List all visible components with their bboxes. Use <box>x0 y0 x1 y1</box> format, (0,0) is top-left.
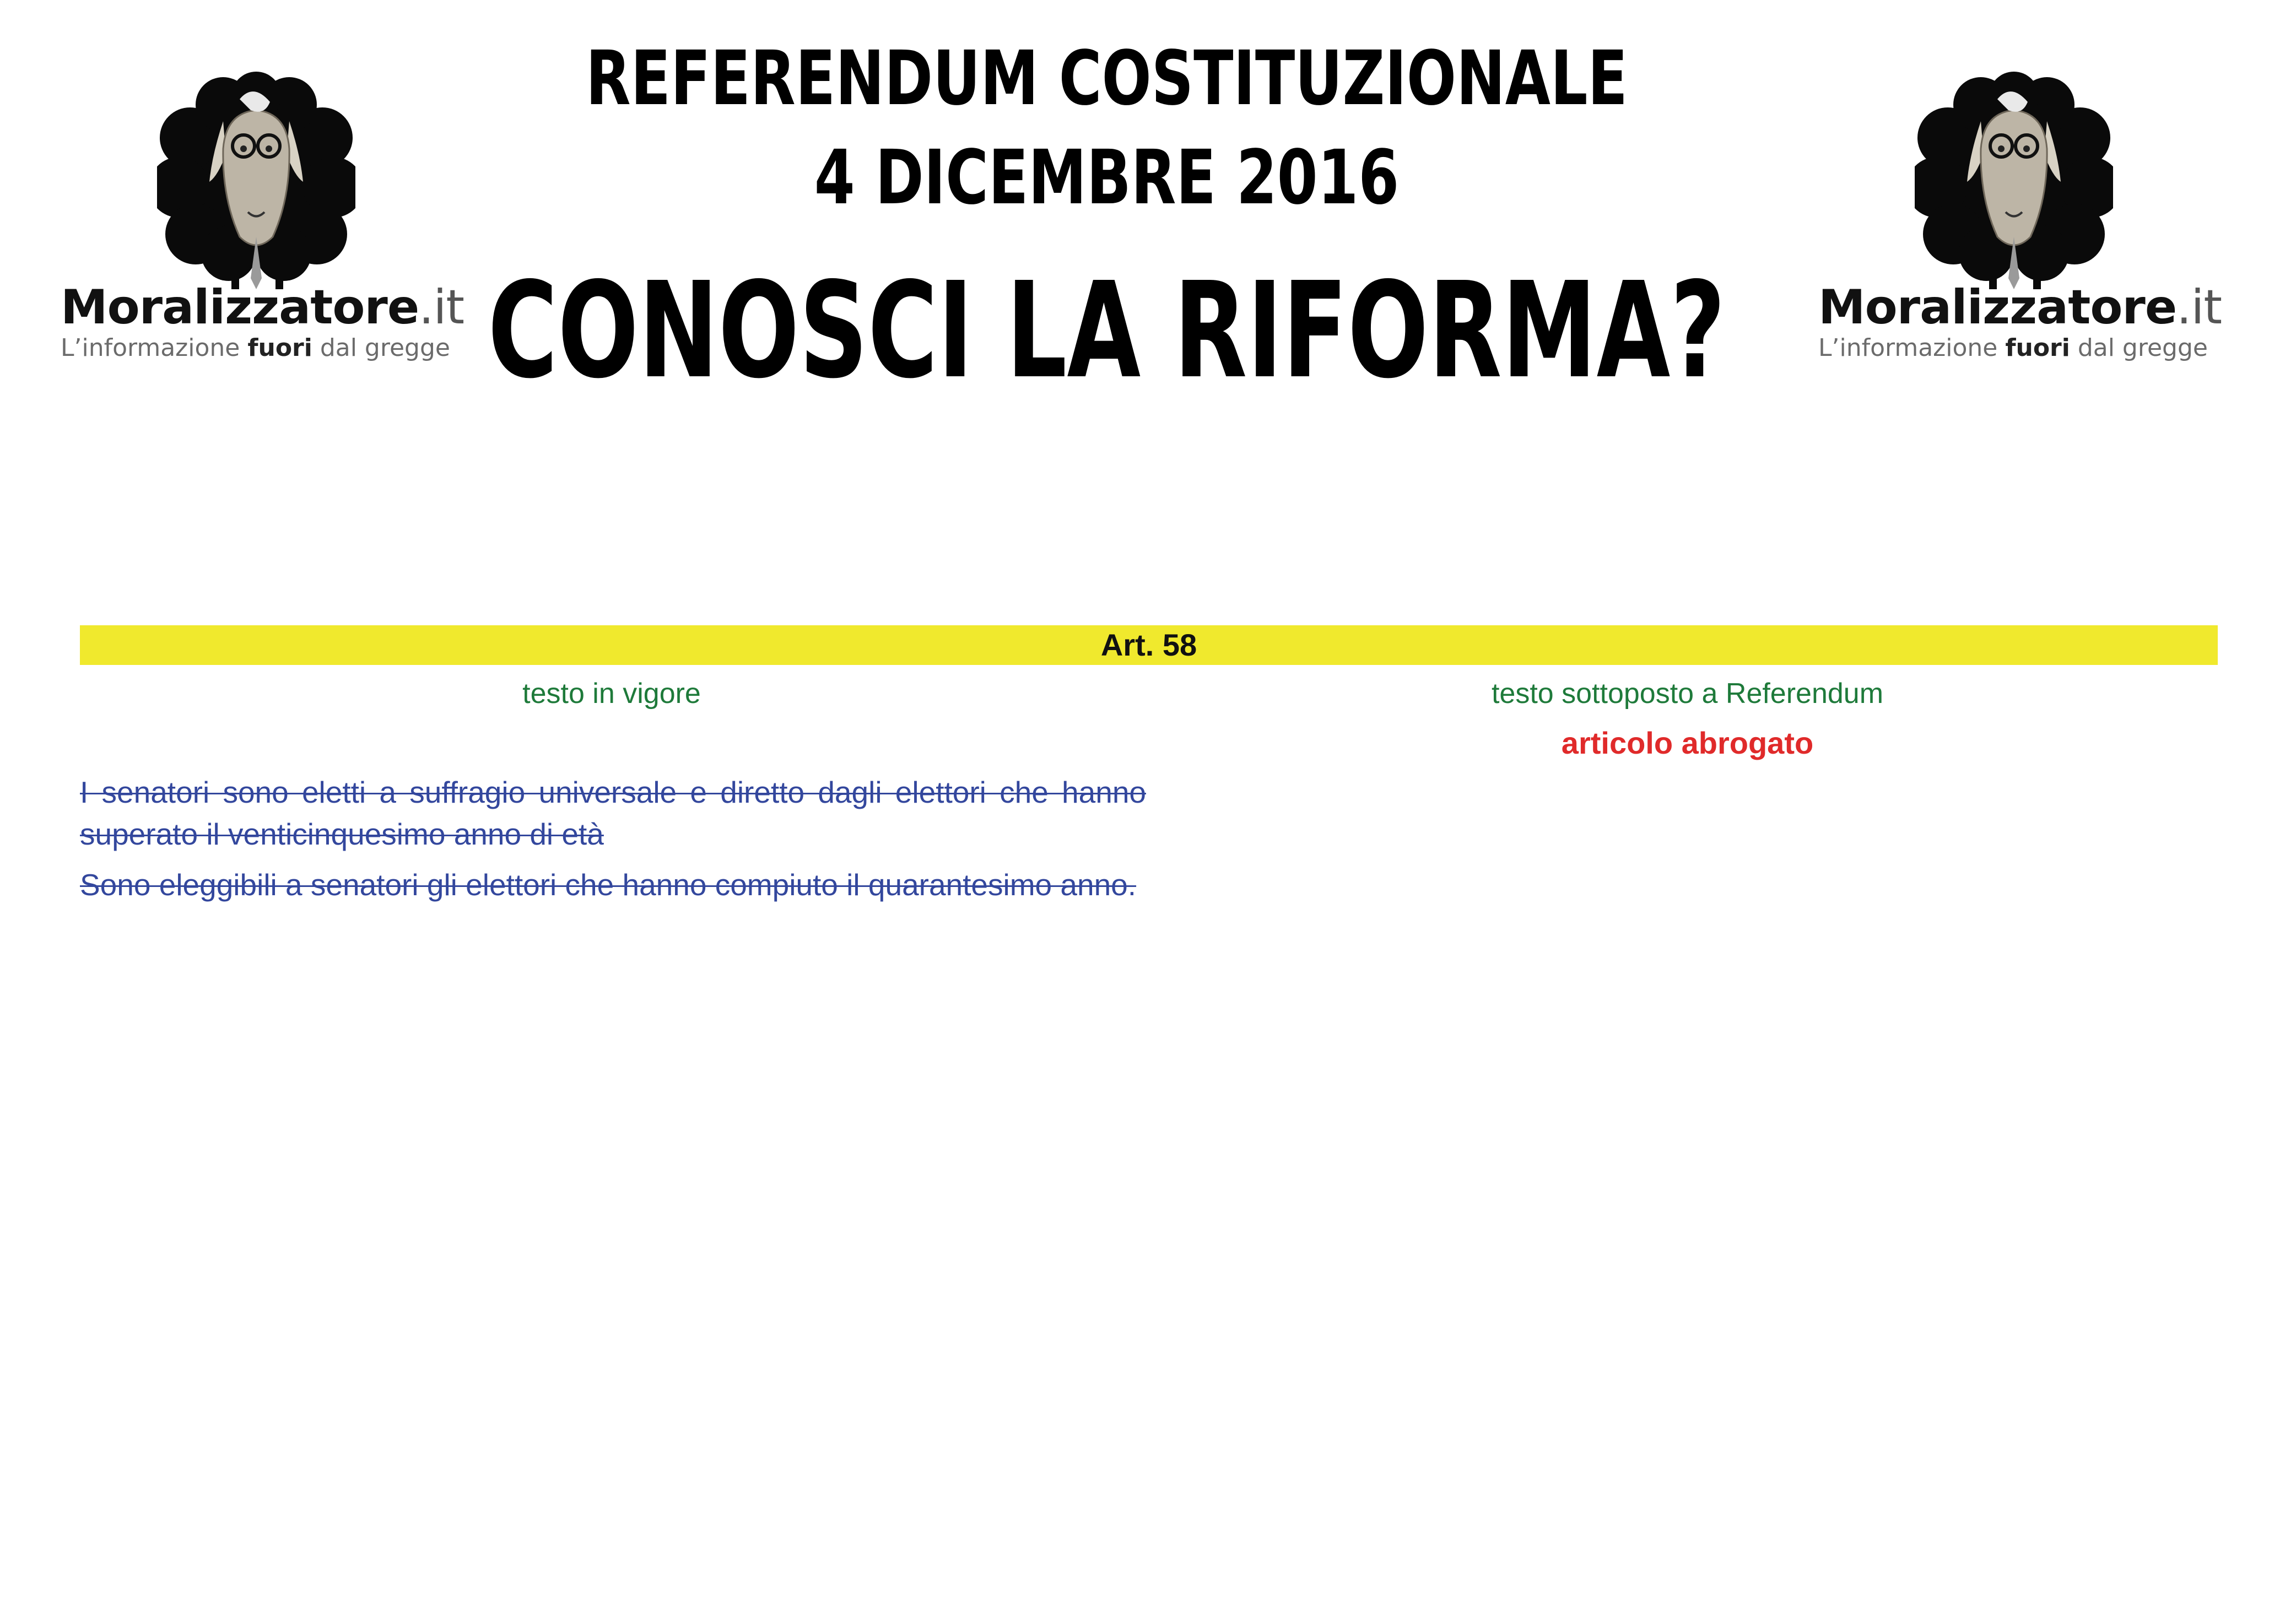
brand-tld: .it <box>2176 280 2222 335</box>
abrogated-status: articolo abrogato <box>1561 726 1814 760</box>
current-text-paragraph: I senatori sono eletti a suffragio universale e diretto dagli elettori che hanno superato il venticinquesimo anno di età <box>80 775 1146 851</box>
current-text-header: testo in vigore <box>522 678 701 710</box>
tagline-prefix: L’informazione <box>1818 334 2006 362</box>
brand-name: Moralizzatore <box>61 280 419 335</box>
brand-name: Moralizzatore <box>1818 280 2177 335</box>
tagline-suffix: dal gregge <box>2070 334 2208 362</box>
referendum-title: REFERENDUM COSTITUZIONALE <box>586 35 1628 122</box>
tagline-strong: fuori <box>247 334 312 362</box>
current-text-paragraph: Sono eleggibili a senatori gli elettori che hanno compiuto il quarantesimo anno. <box>80 868 1137 902</box>
referendum-text-header: testo sottoposto a Referendum <box>1491 678 1884 710</box>
referendum-date: 4 DICEMBRE 2016 <box>814 134 1400 221</box>
tagline-suffix: dal gregge <box>312 334 450 362</box>
page-headline: CONOSCI LA RIFORMA? <box>488 253 1726 408</box>
tagline-strong: fuori <box>2005 334 2070 362</box>
brand-tld: .it <box>419 280 464 335</box>
tagline-prefix: L’informazione <box>61 334 248 362</box>
article-title-bar: Art. 58 <box>80 625 2218 665</box>
